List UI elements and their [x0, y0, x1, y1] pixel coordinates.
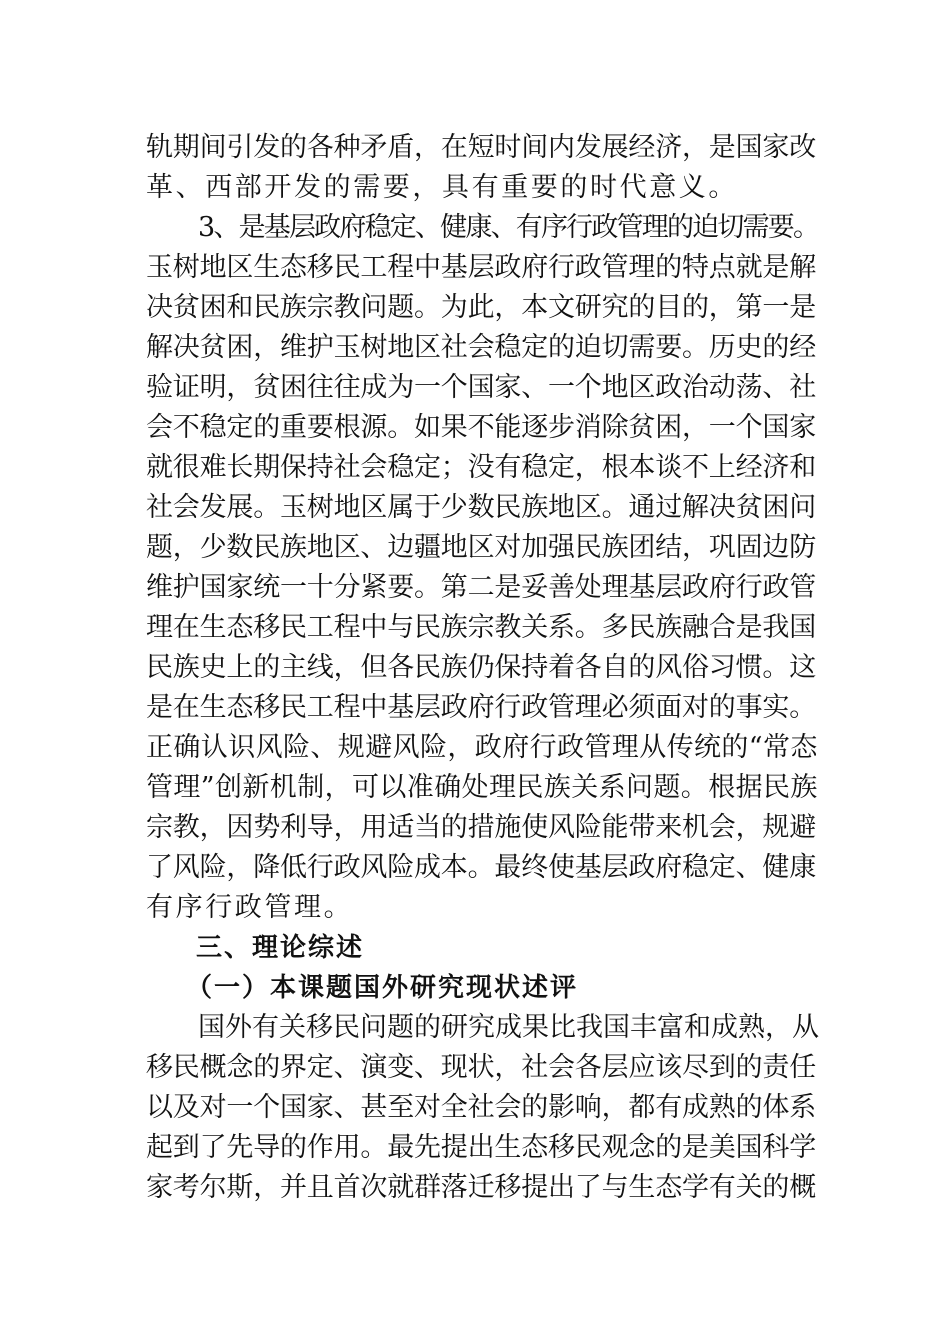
text-line: 起到了先导的作用。最先提出生态移民观念的是美国科学: [146, 1132, 816, 1163]
text-line: 家考尔斯，并且首次就群落迁移提出了与生态学有关的概: [146, 1172, 816, 1203]
text-line: 了风险，降低行政风险成本。最终使基层政府稳定、健康: [146, 852, 816, 883]
text-line: 验证明，贫困往往成为一个国家、一个地区政治动荡、社: [146, 372, 816, 403]
text-line: 会不稳定的重要根源。如果不能逐步消除贫困，一个国家: [146, 412, 816, 443]
text-line: 管理”创新机制，可以准确处理民族关系问题。根据民族: [146, 772, 818, 803]
text-line: 国外有关移民问题的研究成果比我国丰富和成熟，从: [198, 1012, 819, 1043]
text-line: 解决贫困，维护玉树地区社会稳定的迫切需要。历史的经: [146, 332, 816, 363]
text-line: 维护国家统一十分紧要。第二是妥善处理基层政府行政管: [146, 572, 816, 603]
section-heading: 三、理论综述: [196, 933, 365, 963]
text-line: 社会发展。玉树地区属于少数民族地区。通过解决贫困问: [146, 492, 816, 523]
text-line: 题，少数民族地区、边疆地区对加强民族团结，巩固边防: [146, 532, 816, 563]
text-line: 是在生态移民工程中基层政府行政管理必须面对的事实。: [146, 692, 816, 723]
text-line: 有序行政管理。: [146, 892, 354, 923]
text-line: 宗教，因势利导，用适当的措施使风险能带来机会，规避: [146, 812, 816, 843]
text-line: 理在生态移民工程中与民族宗教关系。多民族融合是我国: [146, 612, 816, 643]
text-line: 轨期间引发的各种矛盾，在短时间内发展经济，是国家改: [146, 132, 816, 163]
text-line: 玉树地区生态移民工程中基层政府行政管理的特点就是解: [146, 252, 816, 283]
text-line: 3、是基层政府稳定、健康、有序行政管理的迫切需要。: [198, 212, 819, 243]
subsection-heading: （一）本课题国外研究现状述评: [186, 973, 579, 1003]
text-line: 革、西部开发的需要，具有重要的时代意义。: [146, 172, 738, 203]
text-line: 就很难长期保持社会稳定；没有稳定，根本谈不上经济和: [146, 452, 816, 483]
text-line: 民族史上的主线，但各民族仍保持着各自的风俗习惯。这: [146, 652, 816, 683]
text-line: 决贫困和民族宗教问题。为此，本文研究的目的，第一是: [146, 292, 816, 323]
text-line: 移民概念的界定、演变、现状，社会各层应该尽到的责任: [146, 1052, 816, 1083]
text-line: 正确认识风险、规避风险，政府行政管理从传统的“常态: [146, 732, 818, 763]
text-line: 以及对一个国家、甚至对全社会的影响，都有成熟的体系: [146, 1092, 816, 1123]
